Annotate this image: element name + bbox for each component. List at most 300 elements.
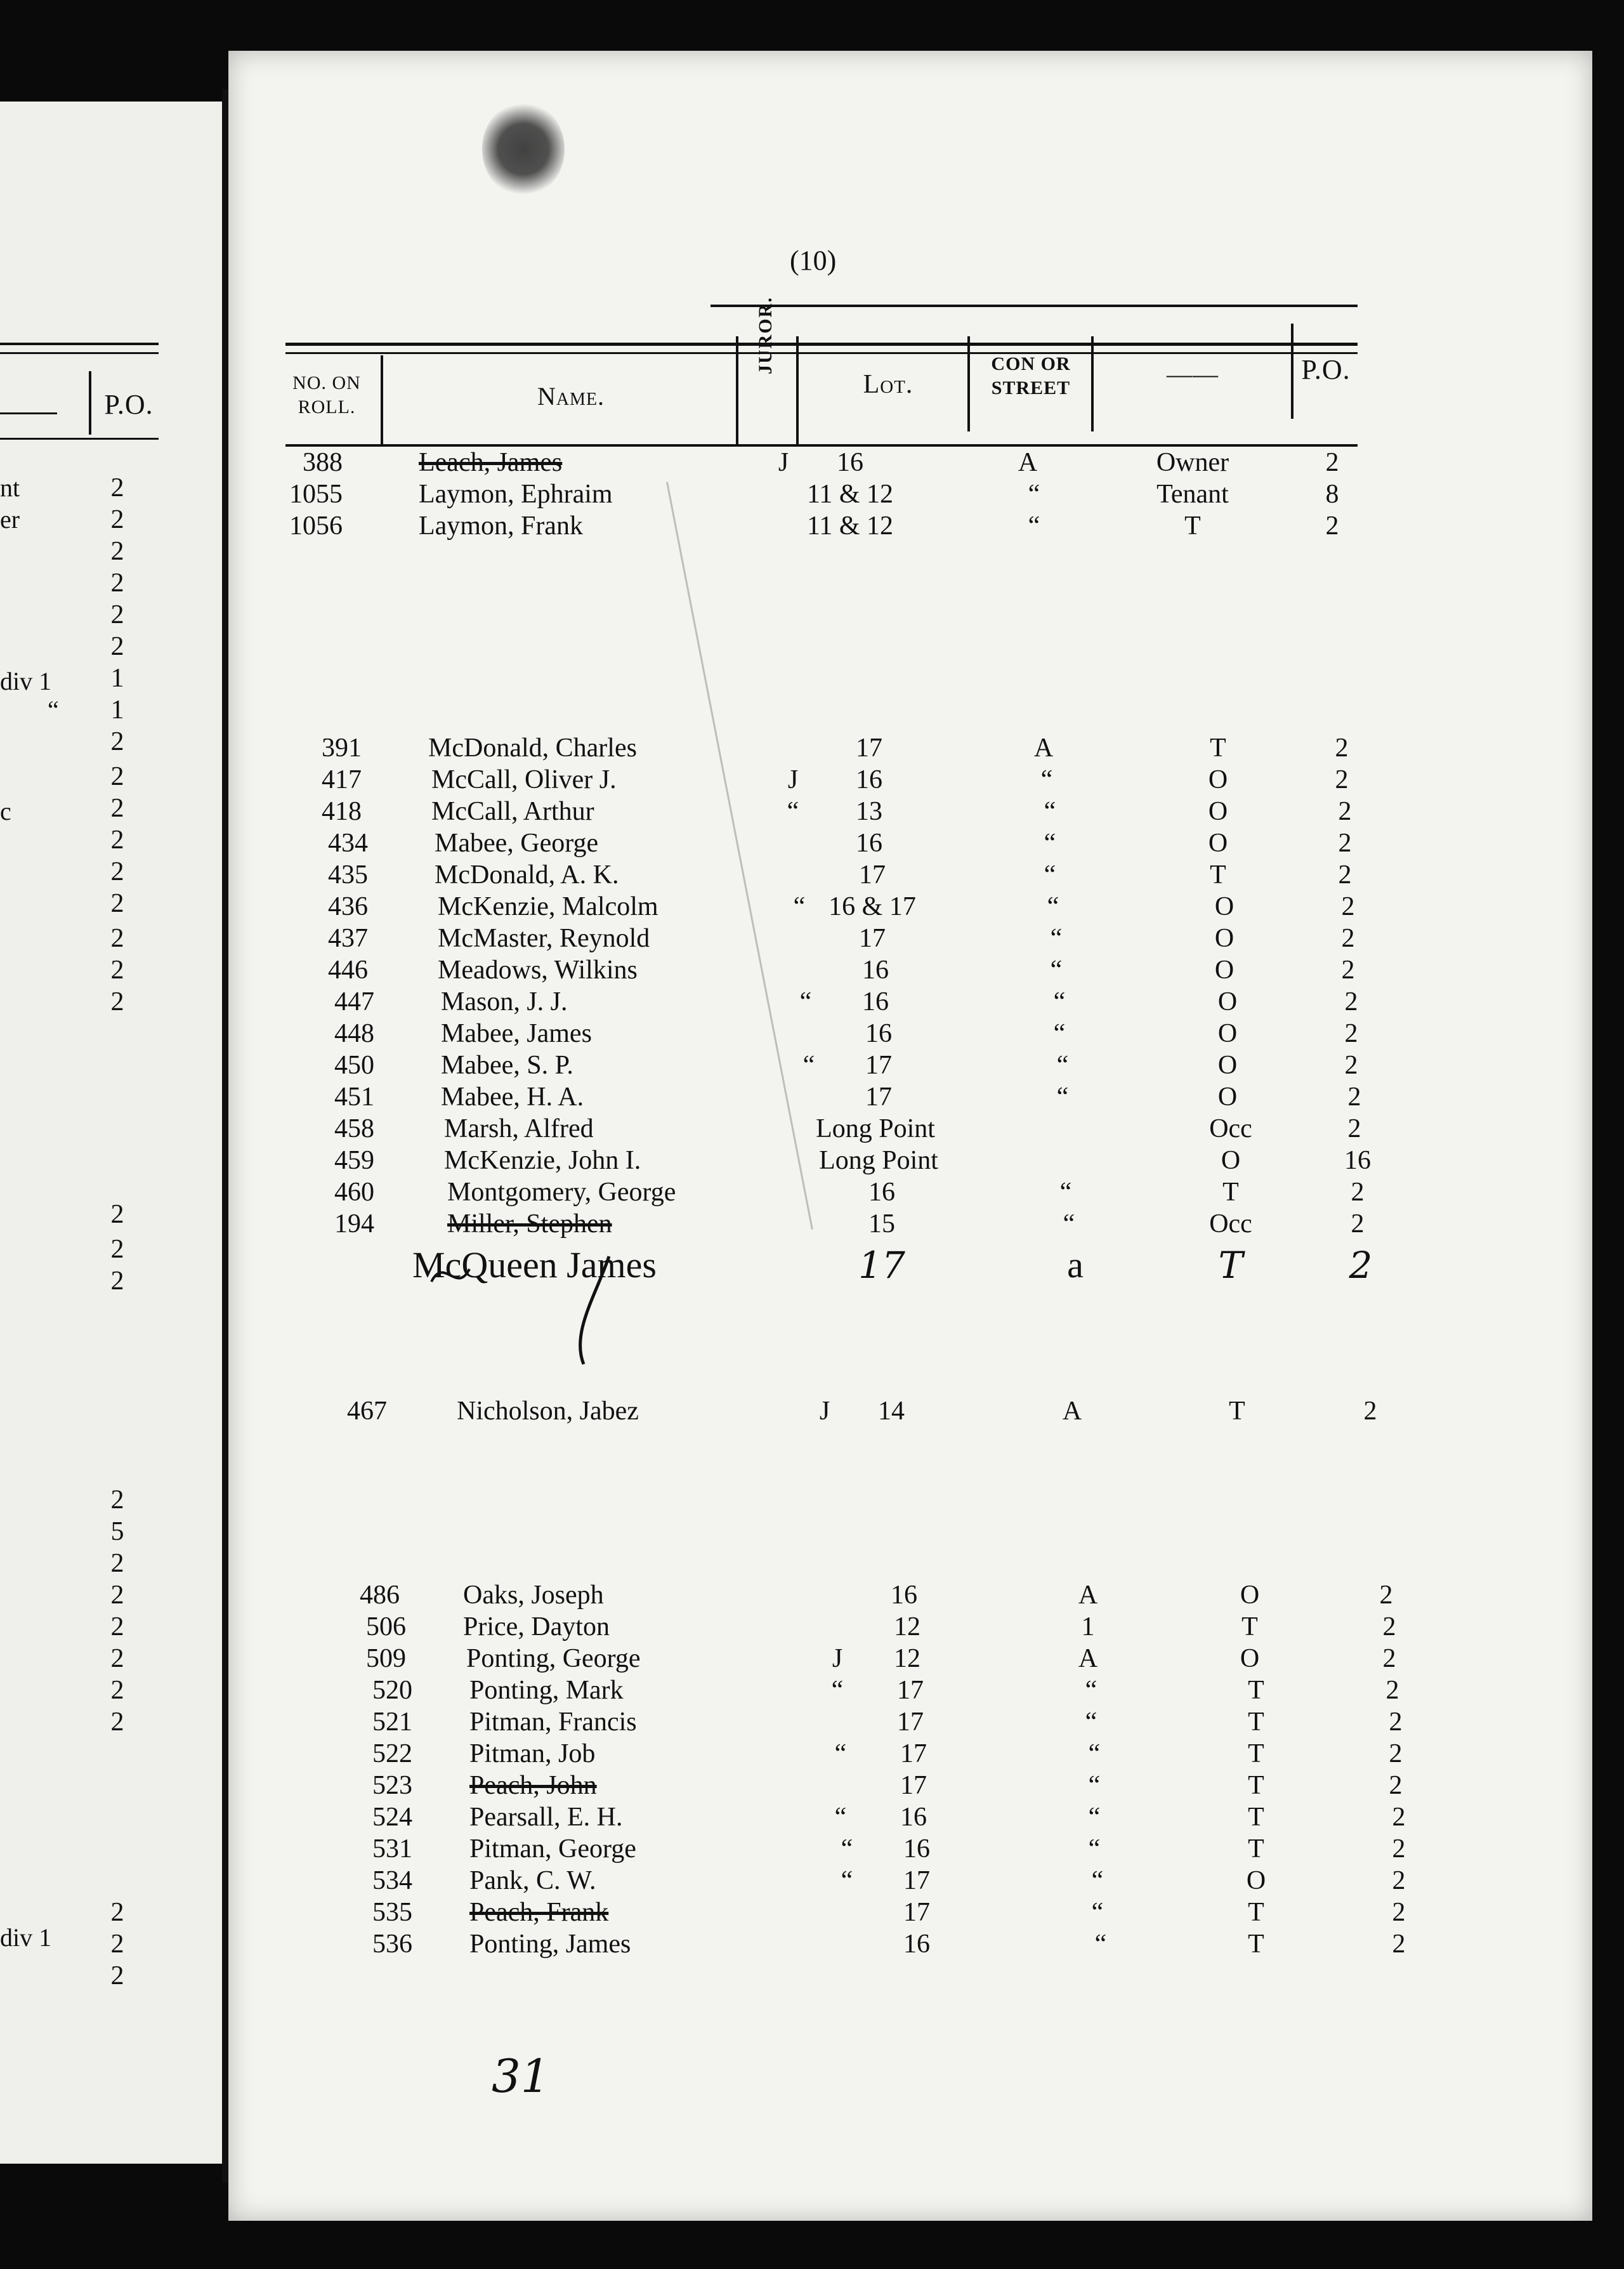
lot-number: 15 — [868, 1209, 895, 1239]
post-office: 2 — [1379, 1581, 1393, 1610]
juror-mark: “ — [841, 1834, 853, 1864]
entry-name: McCall, Oliver J. — [431, 765, 617, 794]
post-office: 2 — [1325, 448, 1339, 477]
left-po-value: 2 — [110, 727, 124, 756]
juror-mark: J — [819, 1397, 830, 1426]
roll-number: 535 — [372, 1898, 412, 1927]
entry-name: Price, Dayton — [463, 1612, 610, 1641]
roll-number: 446 — [328, 956, 368, 985]
roll-entry-row — [0, 1929, 1624, 1961]
lot-number: 12 — [894, 1612, 920, 1641]
occupancy-status: T — [1248, 1739, 1264, 1768]
left-po-value: 2 — [110, 794, 124, 823]
left-po-value: 2 — [110, 1612, 124, 1641]
occupancy-status: O — [1221, 1146, 1241, 1175]
margin-note: 31 — [492, 2049, 550, 2103]
lot-number: 11 & 12 — [806, 480, 894, 509]
roll-entry-row — [0, 1114, 1624, 1145]
header-con-or-street: CON OR STREET — [991, 353, 1071, 398]
left-header-rule-top2 — [0, 352, 159, 354]
left-fragment-text: c — [0, 797, 11, 825]
lot-number: 16 — [903, 1834, 930, 1864]
concession: “ — [1088, 1739, 1101, 1768]
lot-number: 16 — [862, 956, 889, 985]
occupancy-status: T — [1218, 1244, 1243, 1287]
left-header-divider — [89, 371, 91, 435]
left-po-value: 2 — [110, 1200, 124, 1229]
roll-entry-row — [0, 1865, 1624, 1897]
occupancy-status: T — [1229, 1397, 1245, 1426]
left-po-value: 2 — [110, 825, 124, 855]
concession: “ — [1091, 1866, 1104, 1895]
header-rule-bottom — [285, 444, 1358, 447]
roll-number: 521 — [372, 1707, 412, 1737]
roll-entry-row — [0, 1209, 1624, 1240]
lot-number: 16 & 17 — [828, 892, 916, 921]
entry-name: Meadows, Wilkins — [438, 956, 638, 985]
lot-number: 16 — [903, 1930, 930, 1959]
roll-entry-row — [0, 1082, 1624, 1114]
header-divider — [1291, 324, 1293, 419]
occupancy-status: T — [1248, 1930, 1264, 1959]
entry-name: Mabee, S. P. — [441, 1051, 573, 1080]
roll-number: 448 — [334, 1019, 374, 1048]
occupancy-status: Tenant — [1156, 480, 1229, 509]
concession: “ — [1088, 1771, 1101, 1800]
juror-mark: “ — [834, 1803, 847, 1832]
concession: “ — [1053, 1019, 1066, 1048]
post-office: 2 — [1338, 797, 1352, 826]
post-office: 2 — [1389, 1739, 1403, 1768]
concession: “ — [1088, 1803, 1101, 1832]
post-office: 2 — [1341, 924, 1355, 953]
concession: “ — [1091, 1898, 1104, 1927]
handwritten-signature — [419, 1244, 799, 1371]
occupancy-status: T — [1184, 511, 1201, 541]
lot-number: 17 — [865, 1051, 892, 1080]
occupancy-status: O — [1214, 892, 1234, 921]
lot-number: 17 — [903, 1898, 930, 1927]
entry-name: McQueen James — [412, 1244, 657, 1286]
roll-entry-row — [0, 923, 1624, 955]
concession: A — [1062, 1397, 1082, 1426]
roll-number: 509 — [366, 1644, 406, 1673]
left-po-value: 2 — [110, 1961, 124, 1990]
roll-entry-row — [0, 1802, 1624, 1834]
roll-number: 522 — [372, 1739, 412, 1768]
roll-number: 391 — [322, 733, 362, 763]
post-office: 2 — [1325, 511, 1339, 541]
concession: a — [1067, 1244, 1084, 1286]
occupancy-status: T — [1241, 1612, 1258, 1641]
lot-number: 17 — [865, 1082, 892, 1112]
left-po-value: 2 — [110, 1644, 124, 1673]
roll-number: 388 — [303, 448, 343, 477]
post-office: 2 — [1392, 1898, 1406, 1927]
left-po-value: 1 — [110, 664, 124, 693]
left-po-value: 2 — [110, 1898, 124, 1927]
post-office: 2 — [1344, 987, 1358, 1016]
juror-mark: “ — [787, 797, 799, 826]
left-po-value: 2 — [110, 924, 124, 953]
header-rule-main — [285, 343, 1358, 346]
lot-number: 17 — [856, 733, 882, 763]
page-number: (10) — [790, 245, 837, 276]
entry-name: Peach, John — [469, 1771, 597, 1800]
concession: “ — [1094, 1930, 1107, 1959]
entry-name: Peach, Frank — [469, 1898, 609, 1927]
entry-name: Mason, J. J. — [441, 987, 568, 1016]
juror-mark: “ — [831, 1676, 844, 1705]
roll-entry-row — [0, 733, 1624, 765]
lot-number: 16 — [865, 1019, 892, 1048]
header-no-on-roll: NO. ON ROLL. — [292, 372, 361, 418]
ink-stain — [482, 102, 565, 197]
post-office: 2 — [1382, 1612, 1396, 1641]
roll-number: 1056 — [289, 511, 343, 541]
lot-number: 16 — [891, 1581, 917, 1610]
lot-number: 16 — [862, 987, 889, 1016]
roll-entry-row — [0, 447, 1624, 479]
left-po-value: 5 — [110, 1517, 124, 1546]
left-po-value: 2 — [110, 505, 124, 534]
roll-entry-row — [0, 1834, 1624, 1865]
occupancy-status: Owner — [1156, 448, 1229, 477]
lot-number: 17 — [897, 1707, 924, 1737]
roll-number: 486 — [360, 1581, 400, 1610]
juror-mark: “ — [802, 1051, 815, 1080]
post-office: 2 — [1392, 1866, 1406, 1895]
roll-number: 458 — [334, 1114, 374, 1143]
roll-entry-row — [0, 1770, 1624, 1802]
left-po-header: P.O. — [104, 389, 154, 420]
left-fragment-text: div 1 — [0, 1923, 52, 1952]
left-po-value: 2 — [110, 569, 124, 598]
post-office: 2 — [1335, 765, 1349, 794]
left-po-value: 2 — [110, 1235, 124, 1264]
lot-number: 17 — [897, 1676, 924, 1705]
roll-entry-row — [0, 765, 1624, 796]
post-office: 2 — [1347, 1082, 1361, 1112]
entry-name: Mabee, James — [441, 1019, 592, 1048]
post-office: 2 — [1392, 1803, 1406, 1832]
post-office: 2 — [1341, 892, 1355, 921]
lot-number: 11 & 12 — [806, 511, 894, 541]
roll-number: 460 — [334, 1178, 374, 1207]
entry-name: Pank, C. W. — [469, 1866, 596, 1895]
occupancy-status: O — [1208, 797, 1228, 826]
left-po-value: 2 — [110, 1707, 124, 1737]
roll-entry-row — [0, 479, 1624, 511]
concession: “ — [1044, 829, 1056, 858]
roll-number: 450 — [334, 1051, 374, 1080]
roll-number: 534 — [372, 1866, 412, 1895]
lot-number: 17 — [900, 1771, 927, 1800]
left-po-value: 2 — [110, 632, 124, 661]
left-fragment-text: nt — [0, 473, 20, 502]
occupancy-status: T — [1210, 733, 1226, 763]
left-po-value: 2 — [110, 1549, 124, 1578]
left-po-value: 2 — [110, 1485, 124, 1515]
concession: “ — [1085, 1707, 1097, 1737]
concession: “ — [1085, 1676, 1097, 1705]
post-office: 2 — [1335, 733, 1349, 763]
roll-entry-row — [0, 1897, 1624, 1929]
roll-number: 1055 — [289, 480, 343, 509]
roll-entry-row — [0, 1018, 1624, 1050]
roll-entry-row — [0, 796, 1624, 828]
concession: “ — [1088, 1834, 1101, 1864]
roll-entry-row — [0, 1739, 1624, 1770]
roll-number: 536 — [372, 1930, 412, 1959]
occupancy-status: T — [1210, 860, 1226, 890]
entry-name: Ponting, Mark — [469, 1676, 624, 1705]
post-office: 2 — [1382, 1644, 1396, 1673]
entry-name: McMaster, Reynold — [438, 924, 650, 953]
occupancy-status: O — [1240, 1644, 1260, 1673]
roll-number: 447 — [334, 987, 374, 1016]
entry-name: Mabee, George — [435, 829, 599, 858]
lot-number: 17 — [859, 924, 886, 953]
concession: “ — [1056, 1051, 1069, 1080]
concession: “ — [1028, 480, 1040, 509]
post-office: 2 — [1341, 956, 1355, 985]
roll-entry-row — [0, 891, 1624, 923]
concession: A — [1078, 1581, 1098, 1610]
left-header-rule-top — [0, 343, 159, 345]
concession: “ — [1044, 860, 1056, 890]
entry-name: Pearsall, E. H. — [469, 1803, 623, 1832]
roll-entry-row — [0, 1643, 1624, 1675]
lot-number: 16 — [856, 765, 882, 794]
concession: “ — [1050, 956, 1063, 985]
juror-mark: J — [778, 448, 789, 477]
occupancy-status: T — [1248, 1707, 1264, 1737]
occupancy-status: O — [1217, 1051, 1238, 1080]
occupancy-status: O — [1214, 956, 1234, 985]
juror-mark: “ — [793, 892, 806, 921]
left-po-value: 2 — [110, 857, 124, 886]
juror-mark: “ — [841, 1866, 853, 1895]
roll-entry-row — [0, 1244, 1624, 1287]
left-header-rule-bottom — [0, 438, 159, 440]
post-office: 2 — [1392, 1834, 1406, 1864]
lot-number: Long Point — [816, 1114, 935, 1143]
lot-number: 17 — [903, 1866, 930, 1895]
header-juror: JUROR. — [755, 296, 776, 374]
roll-entry-row — [0, 1050, 1624, 1082]
post-office: 2 — [1385, 1676, 1399, 1705]
occupancy-status: O — [1208, 829, 1228, 858]
left-po-value: 2 — [110, 473, 124, 503]
post-office: 2 — [1351, 1178, 1365, 1207]
roll-entry-row — [0, 1145, 1624, 1177]
roll-entry-row — [0, 987, 1624, 1018]
roll-number: 459 — [334, 1146, 374, 1175]
left-po-value: 2 — [110, 956, 124, 985]
concession: “ — [1056, 1082, 1069, 1112]
lot-number: 16 — [900, 1803, 927, 1832]
roll-number: 434 — [328, 829, 368, 858]
left-fragment-text: er — [0, 505, 20, 534]
header-divider — [967, 336, 970, 431]
lot-number: 17 — [858, 1244, 905, 1287]
post-office: 2 — [1389, 1771, 1403, 1800]
entry-name: Ponting, James — [469, 1930, 631, 1959]
entry-name: McKenzie, John I. — [444, 1146, 641, 1175]
concession: “ — [1047, 892, 1059, 921]
roll-number: 506 — [366, 1612, 406, 1641]
header-lot: Lot. — [863, 370, 914, 399]
header-divider — [736, 336, 738, 444]
entry-name: McKenzie, Malcolm — [438, 892, 658, 921]
occupancy-status: T — [1248, 1676, 1264, 1705]
roll-number: 417 — [322, 765, 362, 794]
entry-name: Laymon, Frank — [419, 511, 583, 541]
left-fragment-text: div 1 — [0, 667, 52, 695]
lot-number: 16 — [868, 1178, 895, 1207]
occupancy-status: T — [1248, 1771, 1264, 1800]
roll-number: 437 — [328, 924, 368, 953]
left-header-rule-short — [0, 412, 57, 414]
lot-number: 13 — [856, 797, 882, 826]
roll-number: 194 — [334, 1209, 374, 1239]
post-office: 2 — [1338, 829, 1352, 858]
occupancy-status: O — [1217, 987, 1238, 1016]
lot-number: 16 — [856, 829, 882, 858]
left-po-value: 2 — [110, 1930, 124, 1959]
lot-number: Long Point — [819, 1146, 938, 1175]
entry-name: Montgomery, George — [447, 1178, 676, 1207]
roll-number: 467 — [347, 1397, 387, 1426]
concession: “ — [1053, 987, 1066, 1016]
roll-entry-row — [0, 1707, 1624, 1739]
entry-name: Laymon, Ephraim — [419, 480, 613, 509]
roll-entry-row — [0, 511, 1624, 543]
post-office: 2 — [1347, 1114, 1361, 1143]
occupancy-status: T — [1248, 1834, 1264, 1864]
occupancy-status: T — [1248, 1898, 1264, 1927]
post-office: 2 — [1344, 1019, 1358, 1048]
occupancy-status: O — [1217, 1082, 1238, 1112]
entry-name: Marsh, Alfred — [444, 1114, 594, 1143]
roll-entry-row — [0, 1580, 1624, 1612]
concession: “ — [1044, 797, 1056, 826]
entry-name: McDonald, A. K. — [435, 860, 619, 890]
occupancy-status: O — [1246, 1866, 1266, 1895]
roll-entry-row — [0, 1177, 1624, 1209]
post-office: 8 — [1325, 480, 1339, 509]
roll-number: 451 — [334, 1082, 374, 1112]
roll-entry-row — [0, 860, 1624, 891]
entry-name: Oaks, Joseph — [463, 1581, 604, 1610]
roll-entry-row — [0, 1675, 1624, 1707]
left-po-value: 2 — [110, 1266, 124, 1296]
header-divider — [381, 355, 383, 444]
concession: “ — [1040, 765, 1053, 794]
concession: “ — [1059, 1178, 1072, 1207]
post-office: 2 — [1338, 860, 1352, 890]
roll-entry-row — [0, 1396, 1624, 1428]
entry-name: Leach, James — [419, 448, 563, 477]
concession: A — [1033, 733, 1054, 763]
post-office: 2 — [1389, 1707, 1403, 1737]
roll-entry-row — [0, 955, 1624, 987]
left-po-value: 2 — [110, 987, 124, 1016]
concession: A — [1018, 448, 1038, 477]
left-po-value: 2 — [110, 600, 124, 629]
occupancy-status: O — [1217, 1019, 1238, 1048]
lot-number: 17 — [900, 1739, 927, 1768]
roll-number: 523 — [372, 1771, 412, 1800]
roll-number: 418 — [322, 797, 362, 826]
occupancy-status: T — [1248, 1803, 1264, 1832]
header-rule-top — [710, 305, 1358, 307]
entry-name: Mabee, H. A. — [441, 1082, 584, 1112]
concession: A — [1078, 1644, 1098, 1673]
lot-number: 12 — [894, 1644, 920, 1673]
header-divider — [1091, 336, 1094, 431]
roll-number: 436 — [328, 892, 368, 921]
entry-name: McDonald, Charles — [428, 733, 637, 763]
header-divider — [796, 336, 799, 444]
roll-entry-row — [0, 1612, 1624, 1643]
header-rule-main2 — [285, 352, 1358, 354]
post-office: 2 — [1363, 1397, 1377, 1426]
post-office: 2 — [1344, 1051, 1358, 1080]
occupancy-status: Occ — [1209, 1209, 1252, 1239]
concession: “ — [1028, 511, 1040, 541]
juror-mark: J — [832, 1644, 843, 1673]
left-po-value: 2 — [110, 537, 124, 566]
left-po-value: 2 — [110, 762, 124, 791]
lot-number: 17 — [859, 860, 886, 890]
post-office: 2 — [1349, 1244, 1373, 1287]
concession: “ — [1063, 1209, 1075, 1239]
occupancy-status: O — [1208, 765, 1228, 794]
occupancy-status: O — [1240, 1581, 1260, 1610]
entry-name: Nicholson, Jabez — [457, 1397, 639, 1426]
concession: “ — [1050, 924, 1063, 953]
occupancy-status: O — [1214, 924, 1234, 953]
header-name: Name. — [537, 382, 605, 411]
left-po-value: 2 — [110, 889, 124, 918]
roll-number: 435 — [328, 860, 368, 890]
juror-mark: J — [787, 765, 799, 794]
left-fragment-text: “ — [48, 695, 59, 724]
left-po-value: 2 — [110, 1581, 124, 1610]
occupancy-status: Occ — [1209, 1114, 1252, 1143]
roll-number: 531 — [372, 1834, 412, 1864]
juror-mark: “ — [799, 987, 812, 1016]
roll-entry-row — [0, 828, 1624, 860]
post-office: 16 — [1344, 1146, 1371, 1175]
entry-name: Ponting, George — [466, 1644, 641, 1673]
entry-name: Pitman, Francis — [469, 1707, 637, 1737]
roll-number: 520 — [372, 1676, 412, 1705]
entry-name: Miller, Stephen — [447, 1209, 612, 1239]
lot-number: 16 — [837, 448, 863, 477]
header-po: P.O. — [1301, 354, 1351, 385]
concession: 1 — [1081, 1612, 1095, 1641]
occupancy-status: T — [1222, 1178, 1239, 1207]
roll-number: 524 — [372, 1803, 412, 1832]
entry-name: Pitman, Job — [469, 1739, 596, 1768]
post-office: 2 — [1392, 1930, 1406, 1959]
entry-name: McCall, Arthur — [431, 797, 594, 826]
header-occupancy: —— — [1167, 360, 1219, 388]
left-po-value: 2 — [110, 1676, 124, 1705]
